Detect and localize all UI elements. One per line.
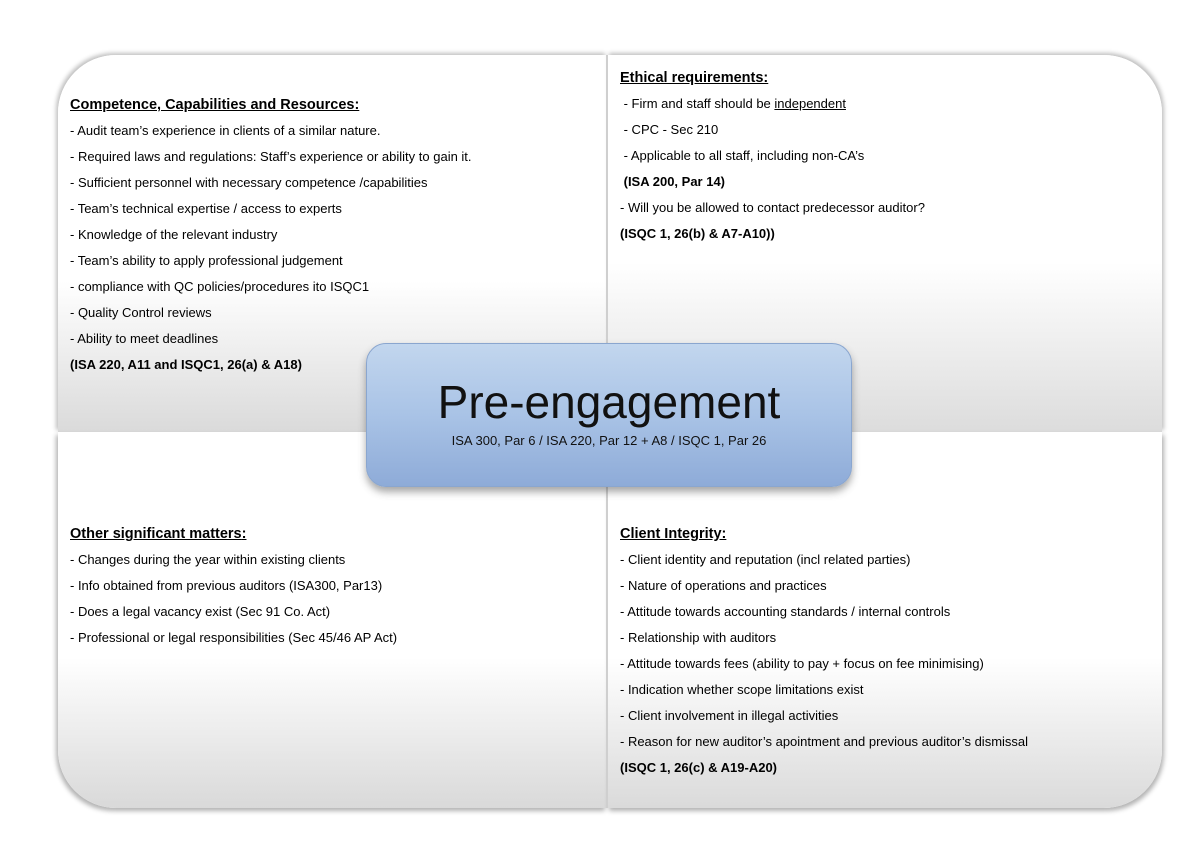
client-integrity-item: - Relationship with auditors	[620, 630, 777, 645]
competence-item: - Audit team’s experience in clients of a similar nature.	[70, 123, 381, 138]
client-integrity-item: - Attitude towards fees (ability to pay + focus on fee minimising)	[620, 656, 984, 671]
ethical-item-prefix: - Firm and staff should be	[620, 96, 775, 111]
competence-item: - Knowledge of the relevant industry	[70, 227, 278, 242]
competence-item: - compliance with QC policies/procedures ito ISQC1	[70, 279, 370, 294]
other-matters-title-colon: :	[241, 526, 247, 542]
competence-item: - Team’s ability to apply professional judgement	[70, 253, 343, 268]
client-integrity-item: - Indication whether scope limitations exist	[620, 682, 864, 697]
other-matters-item: - Info obtained from previous auditors (ISA300, Par13)	[70, 578, 383, 593]
client-integrity-reference: (ISQC 1, 26(c) & A19-A20)	[620, 760, 778, 775]
competence-item: - Sufficient personnel with necessary competence /capabilities	[70, 175, 428, 190]
competence-item: - Quality Control reviews	[70, 305, 212, 320]
client-integrity-title: Client Integrity:	[620, 526, 727, 542]
client-integrity-item: - Client involvement in illegal activities	[620, 708, 839, 723]
ethical-title: Ethical requirements:	[620, 70, 769, 86]
ethical-section	[620, 65, 925, 247]
other-matters-item: - Changes during the year within existing clients	[70, 552, 346, 567]
independent-emphasis: independent	[774, 96, 846, 111]
competence-item: - Team’s technical expertise / access to experts	[70, 201, 342, 216]
ethical-item: - Will you be allowed to contact predecessor auditor?	[620, 200, 925, 215]
competence-item: - Required laws and regulations: Staff’s experience or ability to gain it.	[70, 149, 472, 164]
ethical-item: - CPC - Sec 210	[620, 122, 719, 137]
client-integrity-item: - Reason for new auditor’s apointment and previous auditor’s dismissal	[620, 734, 1029, 749]
ethical-item: - Applicable to all staff, including non-CA’s	[620, 148, 865, 163]
ethical-item-independence	[620, 91, 925, 117]
other-matters-item: - Does a legal vacancy exist (Sec 91 Co. Act)	[70, 604, 331, 619]
competence-reference: (ISA 220, A11 and ISQC1, 26(a) & A18)	[70, 357, 302, 372]
center-title: Pre-engagement	[437, 376, 781, 428]
ethical-reference: (ISA 200, Par 14)	[620, 174, 726, 189]
other-matters-title	[70, 521, 397, 547]
client-integrity-item: - Client identity and reputation (incl related parties)	[620, 552, 911, 567]
competence-item: - Ability to meet deadlines	[70, 331, 219, 346]
client-integrity-section	[620, 521, 1028, 781]
other-matters-title-text: Other significant matters	[70, 526, 242, 542]
other-matters-section	[70, 521, 397, 651]
competence-section	[70, 92, 472, 378]
ethical-reference: (ISQC 1, 26(b) & A7-A10))	[620, 226, 775, 241]
other-matters-item: - Professional or legal responsibilities (Sec 45/46 AP Act)	[70, 630, 398, 645]
client-integrity-item: - Attitude towards accounting standards / internal controls	[620, 604, 951, 619]
competence-title: Competence, Capabilities and Resources:	[70, 97, 360, 113]
center-subtitle: ISA 300, Par 6 / ISA 220, Par 12 + A8 / ISQC 1, Par 26	[451, 433, 767, 448]
pre-engagement-center-box	[366, 343, 852, 487]
client-integrity-item: - Nature of operations and practices	[620, 578, 827, 593]
